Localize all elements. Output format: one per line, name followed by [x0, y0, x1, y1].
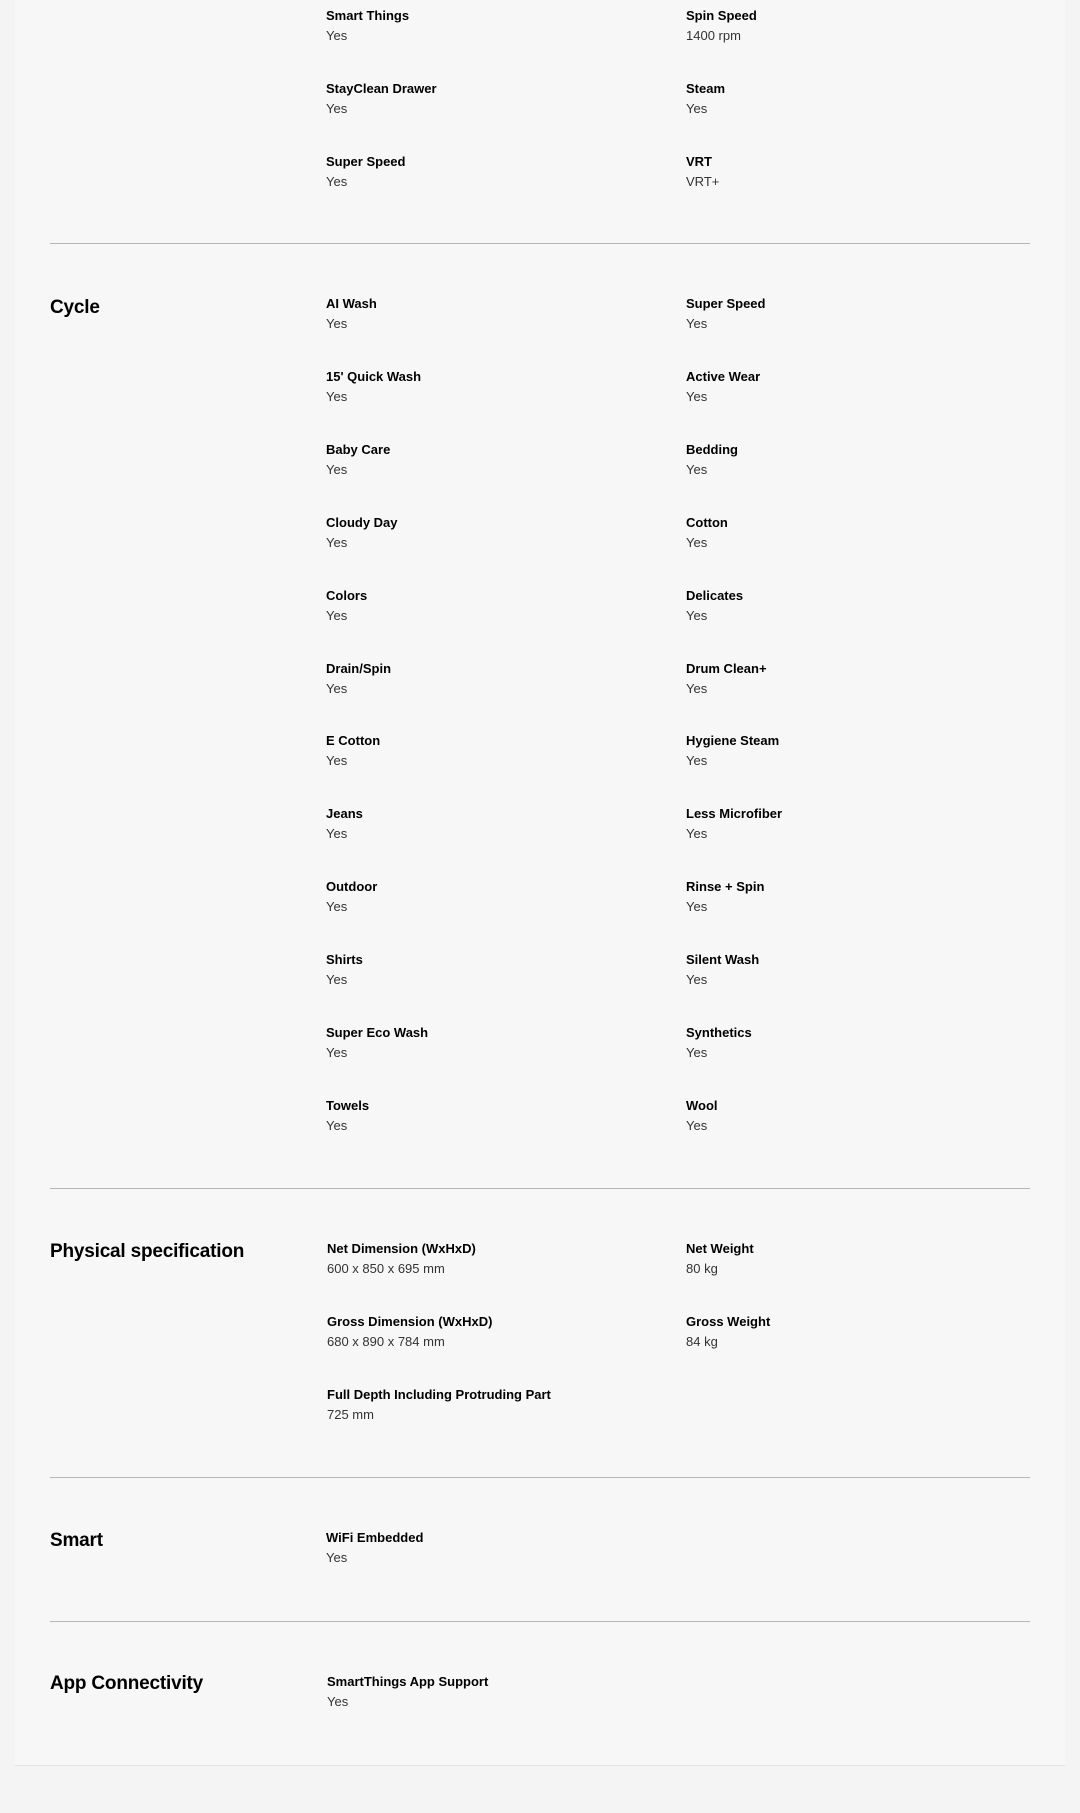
- spec-value: 84 kg: [686, 1334, 718, 1349]
- spec-name: 15' Quick Wash: [326, 369, 422, 384]
- spec-name: Net Weight: [686, 1241, 754, 1256]
- spec-value: Yes: [686, 608, 708, 623]
- spec-item: [686, 154, 1026, 190]
- spec-value: Yes: [686, 462, 708, 477]
- spec-name: Wool: [686, 1098, 718, 1113]
- spec-name: Shirts: [326, 952, 363, 967]
- spec-item: [326, 1530, 666, 1566]
- spec-item: [326, 588, 666, 624]
- spec-item: [686, 879, 1026, 915]
- spec-value: Yes: [326, 681, 348, 696]
- spec-item: [326, 8, 666, 44]
- spec-value: Yes: [326, 899, 348, 914]
- spec-name: Synthetics: [686, 1025, 752, 1040]
- spec-item: [327, 1387, 667, 1423]
- spec-name: Colors: [326, 588, 368, 603]
- spec-item: [686, 442, 1026, 478]
- spec-item: [326, 1098, 666, 1134]
- spec-name: Drum Clean+: [686, 661, 767, 676]
- spec-item: [686, 661, 1026, 697]
- spec-name: E Cotton: [326, 733, 381, 748]
- spec-item: [326, 806, 666, 842]
- spec-item: [327, 1314, 667, 1350]
- spec-value: 600 x 850 x 695 mm: [327, 1261, 445, 1276]
- spec-value: Yes: [686, 753, 708, 768]
- spec-item: [686, 733, 1026, 769]
- spec-value: Yes: [326, 826, 348, 841]
- spec-item: [326, 952, 666, 988]
- spec-name: Drain/Spin: [326, 661, 392, 676]
- spec-name: Cloudy Day: [326, 515, 398, 530]
- section-title: Physical specification: [50, 1241, 245, 1262]
- spec-item: [326, 81, 666, 117]
- spec-item: [326, 1025, 666, 1061]
- spec-name: Spin Speed: [686, 8, 757, 23]
- section-title: Smart: [50, 1530, 103, 1551]
- spec-value: Yes: [326, 608, 348, 623]
- spec-value: Yes: [686, 535, 708, 550]
- spec-item: [327, 1241, 667, 1277]
- spec-item: [326, 154, 666, 190]
- spec-value: Yes: [686, 101, 708, 116]
- spec-item: [686, 588, 1026, 624]
- spec-item: [686, 952, 1026, 988]
- spec-value: Yes: [686, 681, 708, 696]
- spec-item: [686, 296, 1026, 332]
- spec-name: AI Wash: [326, 296, 377, 311]
- spec-name: Full Depth Including Protruding Part: [327, 1387, 551, 1402]
- spec-name: Smart Things: [326, 8, 410, 23]
- spec-value: Yes: [326, 972, 348, 987]
- spec-value: Yes: [326, 389, 348, 404]
- spec-item: [686, 1025, 1026, 1061]
- spec-name: StayClean Drawer: [326, 81, 437, 96]
- spec-value: Yes: [326, 1550, 348, 1565]
- spec-value: 725 mm: [327, 1407, 374, 1422]
- spec-item: [326, 733, 666, 769]
- spec-item: [686, 1241, 1026, 1277]
- spec-name: Baby Care: [326, 442, 391, 457]
- section-divider: [50, 1621, 1030, 1622]
- spec-value: Yes: [326, 316, 348, 331]
- spec-item: [686, 1314, 1026, 1350]
- spec-value: Yes: [326, 462, 348, 477]
- spec-name: Super Speed: [326, 154, 406, 169]
- spec-item: [326, 661, 666, 697]
- spec-name: VRT: [686, 154, 712, 169]
- spec-name: Less Microfiber: [686, 806, 783, 821]
- spec-value: Yes: [686, 972, 708, 987]
- spec-value: Yes: [686, 826, 708, 841]
- spec-value: Yes: [686, 389, 708, 404]
- section-divider: [50, 243, 1030, 244]
- spec-name: Steam: [686, 81, 726, 96]
- spec-name: Jeans: [326, 806, 363, 821]
- spec-item: [326, 296, 666, 332]
- spec-value: Yes: [686, 316, 708, 331]
- spec-value: 80 kg: [686, 1261, 718, 1276]
- spec-name: Silent Wash: [686, 952, 760, 967]
- spec-name: Cotton: [686, 515, 728, 530]
- spec-item: [326, 515, 666, 551]
- spec-item: [686, 1098, 1026, 1134]
- spec-name: Gross Dimension (WxHxD): [327, 1314, 493, 1329]
- section-divider: [50, 1477, 1030, 1478]
- spec-value: Yes: [686, 1045, 708, 1060]
- spec-name: Net Dimension (WxHxD): [327, 1241, 476, 1256]
- spec-item: [686, 369, 1026, 405]
- spec-name: Rinse + Spin: [686, 879, 765, 894]
- spec-item: [326, 369, 666, 405]
- spec-name: Hygiene Steam: [686, 733, 780, 748]
- spec-name: Active Wear: [686, 369, 761, 384]
- spec-item: [326, 442, 666, 478]
- panel-bottom-border: [15, 1765, 1065, 1766]
- spec-name: Super Eco Wash: [326, 1025, 429, 1040]
- spec-value: 1400 rpm: [686, 28, 741, 43]
- spec-name: Delicates: [686, 588, 744, 603]
- spec-name: Bedding: [686, 442, 738, 457]
- spec-value: Yes: [686, 1118, 708, 1133]
- spec-item: [326, 879, 666, 915]
- spec-value: Yes: [326, 174, 348, 189]
- spec-value: Yes: [326, 28, 348, 43]
- spec-item: [327, 1674, 667, 1710]
- spec-item: [686, 515, 1026, 551]
- spec-item: [686, 81, 1026, 117]
- spec-item: [686, 806, 1026, 842]
- spec-name: Towels: [326, 1098, 370, 1113]
- spec-value: Yes: [326, 1045, 348, 1060]
- spec-value: Yes: [686, 899, 708, 914]
- spec-name: Outdoor: [326, 879, 378, 894]
- spec-value: Yes: [326, 753, 348, 768]
- spec-value: Yes: [326, 101, 348, 116]
- spec-name: WiFi Embedded: [326, 1530, 424, 1545]
- spec-value: 680 x 890 x 784 mm: [327, 1334, 445, 1349]
- section-title: Cycle: [50, 297, 100, 318]
- section-divider: [50, 1188, 1030, 1189]
- spec-value: VRT+: [686, 174, 720, 189]
- spec-name: Super Speed: [686, 296, 766, 311]
- spec-name: Gross Weight: [686, 1314, 771, 1329]
- spec-item: [686, 8, 1026, 44]
- spec-value: Yes: [327, 1694, 349, 1709]
- spec-value: Yes: [326, 535, 348, 550]
- spec-value: Yes: [326, 1118, 348, 1133]
- section-title: App Connectivity: [50, 1673, 204, 1694]
- spec-name: SmartThings App Support: [327, 1674, 489, 1689]
